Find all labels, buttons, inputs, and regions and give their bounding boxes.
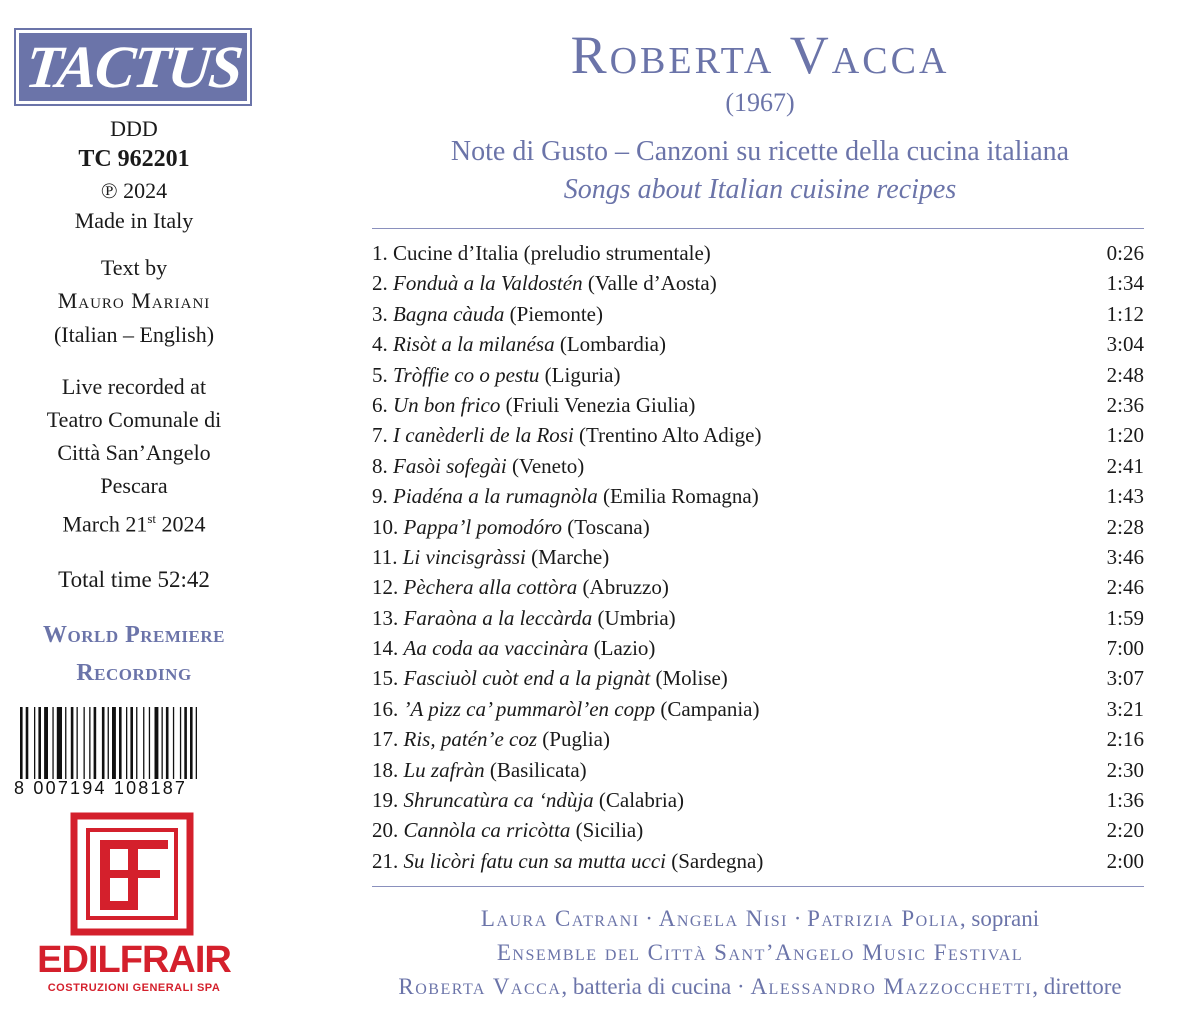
track-duration: 1:34	[1106, 271, 1144, 296]
text-author: Mauro Mariani	[57, 288, 211, 313]
singer-3: Patrizia Polia	[807, 906, 960, 931]
track-row	[372, 420, 1144, 450]
track-label	[372, 512, 650, 542]
recorded-date-day: March 21	[62, 511, 148, 537]
separator: ·	[731, 974, 751, 999]
track-number: 11.	[372, 544, 398, 569]
track-title: Piadéna a la rumagnòla	[393, 484, 598, 509]
track-row	[372, 633, 1144, 663]
track-number: 5.	[372, 362, 388, 387]
track-title: Pappa’l pomodóro	[403, 514, 562, 539]
track-row	[372, 329, 1144, 359]
track-label	[372, 633, 655, 663]
recorded-line-2: Teatro Comunale di	[46, 407, 222, 432]
track-label	[372, 724, 610, 754]
singer-1: Laura Catrani	[480, 906, 640, 931]
track-number: 6.	[372, 392, 388, 417]
ensemble-name: Ensemble del Città Sant’Angelo Music Festival	[496, 940, 1024, 965]
track-title: Shruncatùra ca ‘ndùja	[403, 788, 594, 813]
sponsor-name: EDILFRAIR	[37, 939, 231, 981]
track-title: ’A pizz ca’ pummaròl’en copp	[403, 696, 656, 721]
track-label	[372, 603, 676, 633]
track-region: (Friuli Venezia Giulia)	[505, 392, 696, 417]
separator: ·	[787, 906, 808, 931]
track-label	[372, 846, 763, 876]
barcode	[18, 707, 238, 787]
track-row	[372, 755, 1144, 785]
track-label	[372, 481, 759, 511]
track-duration: 2:36	[1106, 392, 1144, 417]
track-label	[372, 420, 761, 450]
composer-name: Roberta Vacca	[570, 25, 950, 85]
track-duration: 2:30	[1106, 757, 1144, 782]
track-duration: 3:04	[1106, 332, 1144, 357]
track-region: (Puglia)	[542, 727, 610, 752]
track-label	[372, 299, 603, 329]
track-title: I canèderli de la Rosi	[393, 423, 574, 448]
edilfrair-ef-icon	[70, 812, 194, 936]
track-duration: 3:46	[1106, 544, 1144, 569]
track-label	[372, 815, 643, 845]
track-row	[372, 512, 1144, 542]
recorded-date	[0, 504, 268, 539]
track-region: (Lombardia)	[559, 332, 666, 357]
percussion-conductor-line	[360, 970, 1160, 1004]
track-region: (Marche)	[531, 544, 610, 569]
track-duration: 3:07	[1106, 666, 1144, 691]
track-label	[372, 268, 717, 298]
ddd-code: DDD	[110, 116, 158, 141]
track-label	[372, 572, 669, 602]
track-row	[372, 238, 1144, 268]
track-label	[372, 663, 728, 693]
singers-line	[360, 902, 1160, 936]
track-row	[372, 451, 1144, 481]
track-number: 16.	[372, 696, 399, 721]
track-region: (Emilia Romagna)	[603, 484, 759, 509]
performers	[360, 902, 1160, 1004]
track-label	[372, 694, 759, 724]
track-row	[372, 481, 1144, 511]
track-title: Faraòna a la leccàrda	[403, 605, 593, 630]
track-region: (Veneto)	[512, 453, 585, 478]
track-duration: 1:36	[1106, 788, 1144, 813]
track-title: Fonduà a la Valdostén	[393, 271, 583, 296]
track-duration: 3:21	[1106, 696, 1144, 721]
album-title-italian: Note di Gusto – Canzoni su ricette della cucina italiana	[450, 136, 1070, 167]
track-list	[372, 238, 1144, 876]
track-title: Fasciuòl cuòt end a la pignàt	[403, 666, 651, 691]
track-label	[372, 238, 711, 268]
track-title: Su licòri fatu cun sa mutta ucci	[403, 848, 666, 873]
top-divider	[372, 228, 1144, 229]
track-region: (Sardegna)	[671, 848, 764, 873]
track-number: 20.	[372, 818, 399, 843]
track-row	[372, 572, 1144, 602]
track-number: 7.	[372, 423, 388, 448]
recorded-date-suffix: st	[147, 511, 157, 526]
singer-2: Angela Nisi	[658, 906, 788, 931]
track-row	[372, 815, 1144, 845]
track-region: (Calabria)	[598, 788, 685, 813]
track-number: 13.	[372, 605, 399, 630]
made-in: Made in Italy	[74, 208, 194, 233]
track-title: Ris, patén’e coz	[403, 727, 538, 752]
track-number: 8.	[372, 453, 388, 478]
track-row	[372, 542, 1144, 572]
track-number: 1.	[372, 241, 388, 265]
track-region: (Valle d’Aosta)	[587, 271, 717, 296]
separator: ·	[639, 906, 659, 931]
track-duration: 1:43	[1106, 484, 1144, 509]
track-duration: 2:00	[1106, 848, 1144, 873]
track-region: (Abruzzo)	[582, 575, 669, 600]
track-number: 17.	[372, 727, 399, 752]
text-by-label: Text by	[100, 255, 168, 280]
track-number: 19.	[372, 788, 399, 813]
track-title: Tròffie co o pestu	[393, 362, 540, 387]
track-number: 12.	[372, 575, 399, 600]
track-title: Fasòi sofegài	[393, 453, 507, 478]
track-row	[372, 694, 1144, 724]
track-label	[372, 329, 666, 359]
track-row	[372, 390, 1144, 420]
phonogram-year: ℗ 2024	[100, 178, 168, 203]
tactus-logo-text: TACTUS	[22, 33, 244, 100]
track-region: (Toscana)	[567, 514, 650, 539]
track-number: 3.	[372, 301, 388, 326]
label-column	[0, 0, 268, 1024]
track-row	[372, 603, 1144, 633]
track-duration: 2:28	[1106, 514, 1144, 539]
track-duration: 0:26	[1106, 241, 1144, 265]
track-duration: 7:00	[1106, 636, 1144, 661]
track-number: 4.	[372, 332, 388, 357]
track-region: (Piemonte)	[509, 301, 603, 326]
track-row	[372, 724, 1144, 754]
track-title: Cannòla ca rricòtta	[403, 818, 571, 843]
track-region: (Lazio)	[593, 636, 656, 661]
track-number: 18.	[372, 757, 399, 782]
total-time: Total time 52:42	[58, 567, 210, 592]
conductor: Alessandro Mazzocchetti	[750, 974, 1033, 999]
track-title: Pèchera alla cottòra	[403, 575, 578, 600]
premiere-line-2: Recording	[76, 660, 192, 686]
track-label	[372, 785, 684, 815]
track-duration: 2:16	[1106, 727, 1144, 752]
recorded-line-3: Città San’Angelo	[57, 440, 211, 465]
recorded-line-4: Pescara	[100, 473, 168, 498]
tactus-logo	[16, 30, 250, 104]
track-label	[372, 390, 695, 420]
track-duration: 2:41	[1106, 453, 1144, 478]
track-label	[372, 755, 587, 785]
track-duration: 2:48	[1106, 362, 1144, 387]
track-title: Aa coda aa vaccinàra	[403, 636, 589, 661]
track-region: (Sicilia)	[575, 818, 644, 843]
track-label	[372, 360, 620, 390]
track-number: 14.	[372, 636, 399, 661]
track-title: Un bon frico	[393, 392, 501, 417]
track-duration: 1:12	[1106, 301, 1144, 326]
track-region: (Liguria)	[544, 362, 621, 387]
track-region: (Molise)	[655, 666, 728, 691]
singers-role: , soprani	[959, 906, 1040, 931]
text-languages: (Italian – English)	[53, 322, 215, 347]
track-number: 21.	[372, 848, 399, 873]
track-region: Cucine d’Italia (preludio strumentale)	[393, 241, 711, 265]
track-title: Risòt a la milanésa	[393, 332, 555, 357]
track-title: Bagna càuda	[393, 301, 505, 326]
sponsor-subtitle: COSTRUZIONI GENERALI SPA	[47, 982, 221, 994]
recorded-date-year: 2024	[156, 511, 206, 537]
percussionist: Roberta Vacca	[398, 974, 562, 999]
barcode-digits: 8 007194 108187	[14, 778, 188, 798]
track-label	[372, 542, 609, 572]
track-number: 15.	[372, 666, 399, 691]
track-region: (Umbria)	[597, 605, 676, 630]
composer-years: (1967)	[725, 88, 795, 117]
track-row	[372, 360, 1144, 390]
bottom-divider	[372, 886, 1144, 887]
recorded-line-1: Live recorded at	[61, 374, 207, 399]
track-row	[372, 785, 1144, 815]
track-label	[372, 451, 584, 481]
track-row	[372, 846, 1144, 876]
track-number: 10.	[372, 514, 399, 539]
track-row	[372, 663, 1144, 693]
track-duration: 2:46	[1106, 575, 1144, 600]
catalog-number: TC 962201	[78, 146, 190, 172]
conductor-role: , direttore	[1032, 974, 1122, 999]
percussion-role: , batteria di cucina	[561, 974, 732, 999]
track-number: 2.	[372, 271, 388, 296]
track-title: Li vincisgràssi	[402, 544, 526, 569]
track-row	[372, 268, 1144, 298]
track-duration: 1:20	[1106, 423, 1144, 448]
track-duration: 1:59	[1106, 605, 1144, 630]
album-title-english: Songs about Italian cuisine recipes	[563, 174, 957, 205]
track-number: 9.	[372, 484, 388, 509]
track-region: (Basilicata)	[489, 757, 587, 782]
premiere-line-1: World Premiere	[42, 622, 225, 648]
track-region: (Campania)	[660, 696, 760, 721]
track-duration: 2:20	[1106, 818, 1144, 843]
track-title: Lu zafràn	[403, 757, 485, 782]
track-region: (Trentino Alto Adige)	[579, 423, 762, 448]
track-row	[372, 299, 1144, 329]
